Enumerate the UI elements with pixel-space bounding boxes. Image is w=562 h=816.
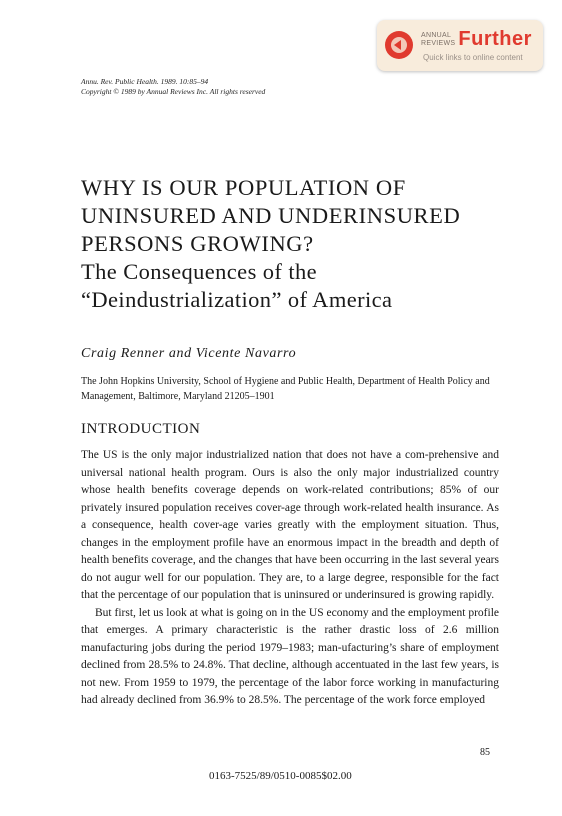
paragraph: The US is the only major industrialized nation that does not have a com-prehensive and universal national health program. Ours is also the only major industrialized country whose health benefits coverage depends on work-related contributions; 85% of our privately insured population receives cover-age through work-related health insurance. As a consequence, health cover-age varies greatly with the employment situation. Thus, changes in the employment profile have an enormous impact in the breadth and depth of health benefits coverage, and the changes that have been occurring in the last several years do not augur well for our population. They are, to a large degree, responsible for the fact that the percentage of our population that is uninsured or underinsured is growing rapidly. — [81, 449, 499, 601]
page-number: 85 — [480, 747, 490, 758]
badge-brand: Further — [458, 28, 532, 50]
badge-subtitle: Quick links to online content — [423, 53, 523, 62]
title-line: PERSONS GROWING? — [81, 231, 314, 256]
affiliation: The John Hopkins University, School of Hygiene and Public Health, Department of Health Policy and Management, Baltimore, Maryland 21205–1901 — [81, 376, 490, 402]
badge-line1: ANNUAL — [421, 31, 452, 39]
paragraph: But first, let us look at what is going on in the US economy and the employment profile that emerges. A primary characteristic is the rather drastic loss of 2.6 million manufacturing jobs during the period 1979–1983; man-ufacturing’s share of employment declined from 28.5% to 24.8%. That decline, although accentuated in the last few years, is not new. From 1959 to 1979, the percentage of the labor force working in manufacturing had already declined from 36.9% to 28.5%. The percentage of the work force employed — [81, 606, 499, 706]
title-line: UNINSURED AND UNDERINSURED — [81, 203, 461, 228]
badge-line2: REVIEWS — [421, 39, 456, 47]
further-logo-icon — [385, 31, 413, 59]
section-heading: INTRODUCTION — [81, 421, 201, 437]
badge-wordmark — [421, 28, 532, 51]
subtitle-line: The Consequences of the — [81, 259, 318, 284]
badge-annual-reviews — [421, 32, 455, 48]
journal-info — [81, 77, 265, 97]
title-line: WHY IS OUR POPULATION OF — [81, 175, 406, 200]
footer-code: 0163-7525/89/0510-0085$02.00 — [209, 770, 352, 782]
annual-reviews-further-badge[interactable] — [377, 20, 543, 71]
subtitle-line: “Deindustrialization” of America — [81, 287, 393, 312]
body-text — [81, 447, 499, 710]
authors: Craig Renner and Vicente Navarro — [81, 346, 297, 361]
journal-citation: Annu. Rev. Public Health. 1989. 10:85–94 — [81, 77, 209, 86]
article-subtitle — [81, 258, 521, 314]
journal-copyright: Copyright © 1989 by Annual Reviews Inc. All rights reserved — [81, 87, 266, 96]
article-title — [81, 174, 521, 258]
